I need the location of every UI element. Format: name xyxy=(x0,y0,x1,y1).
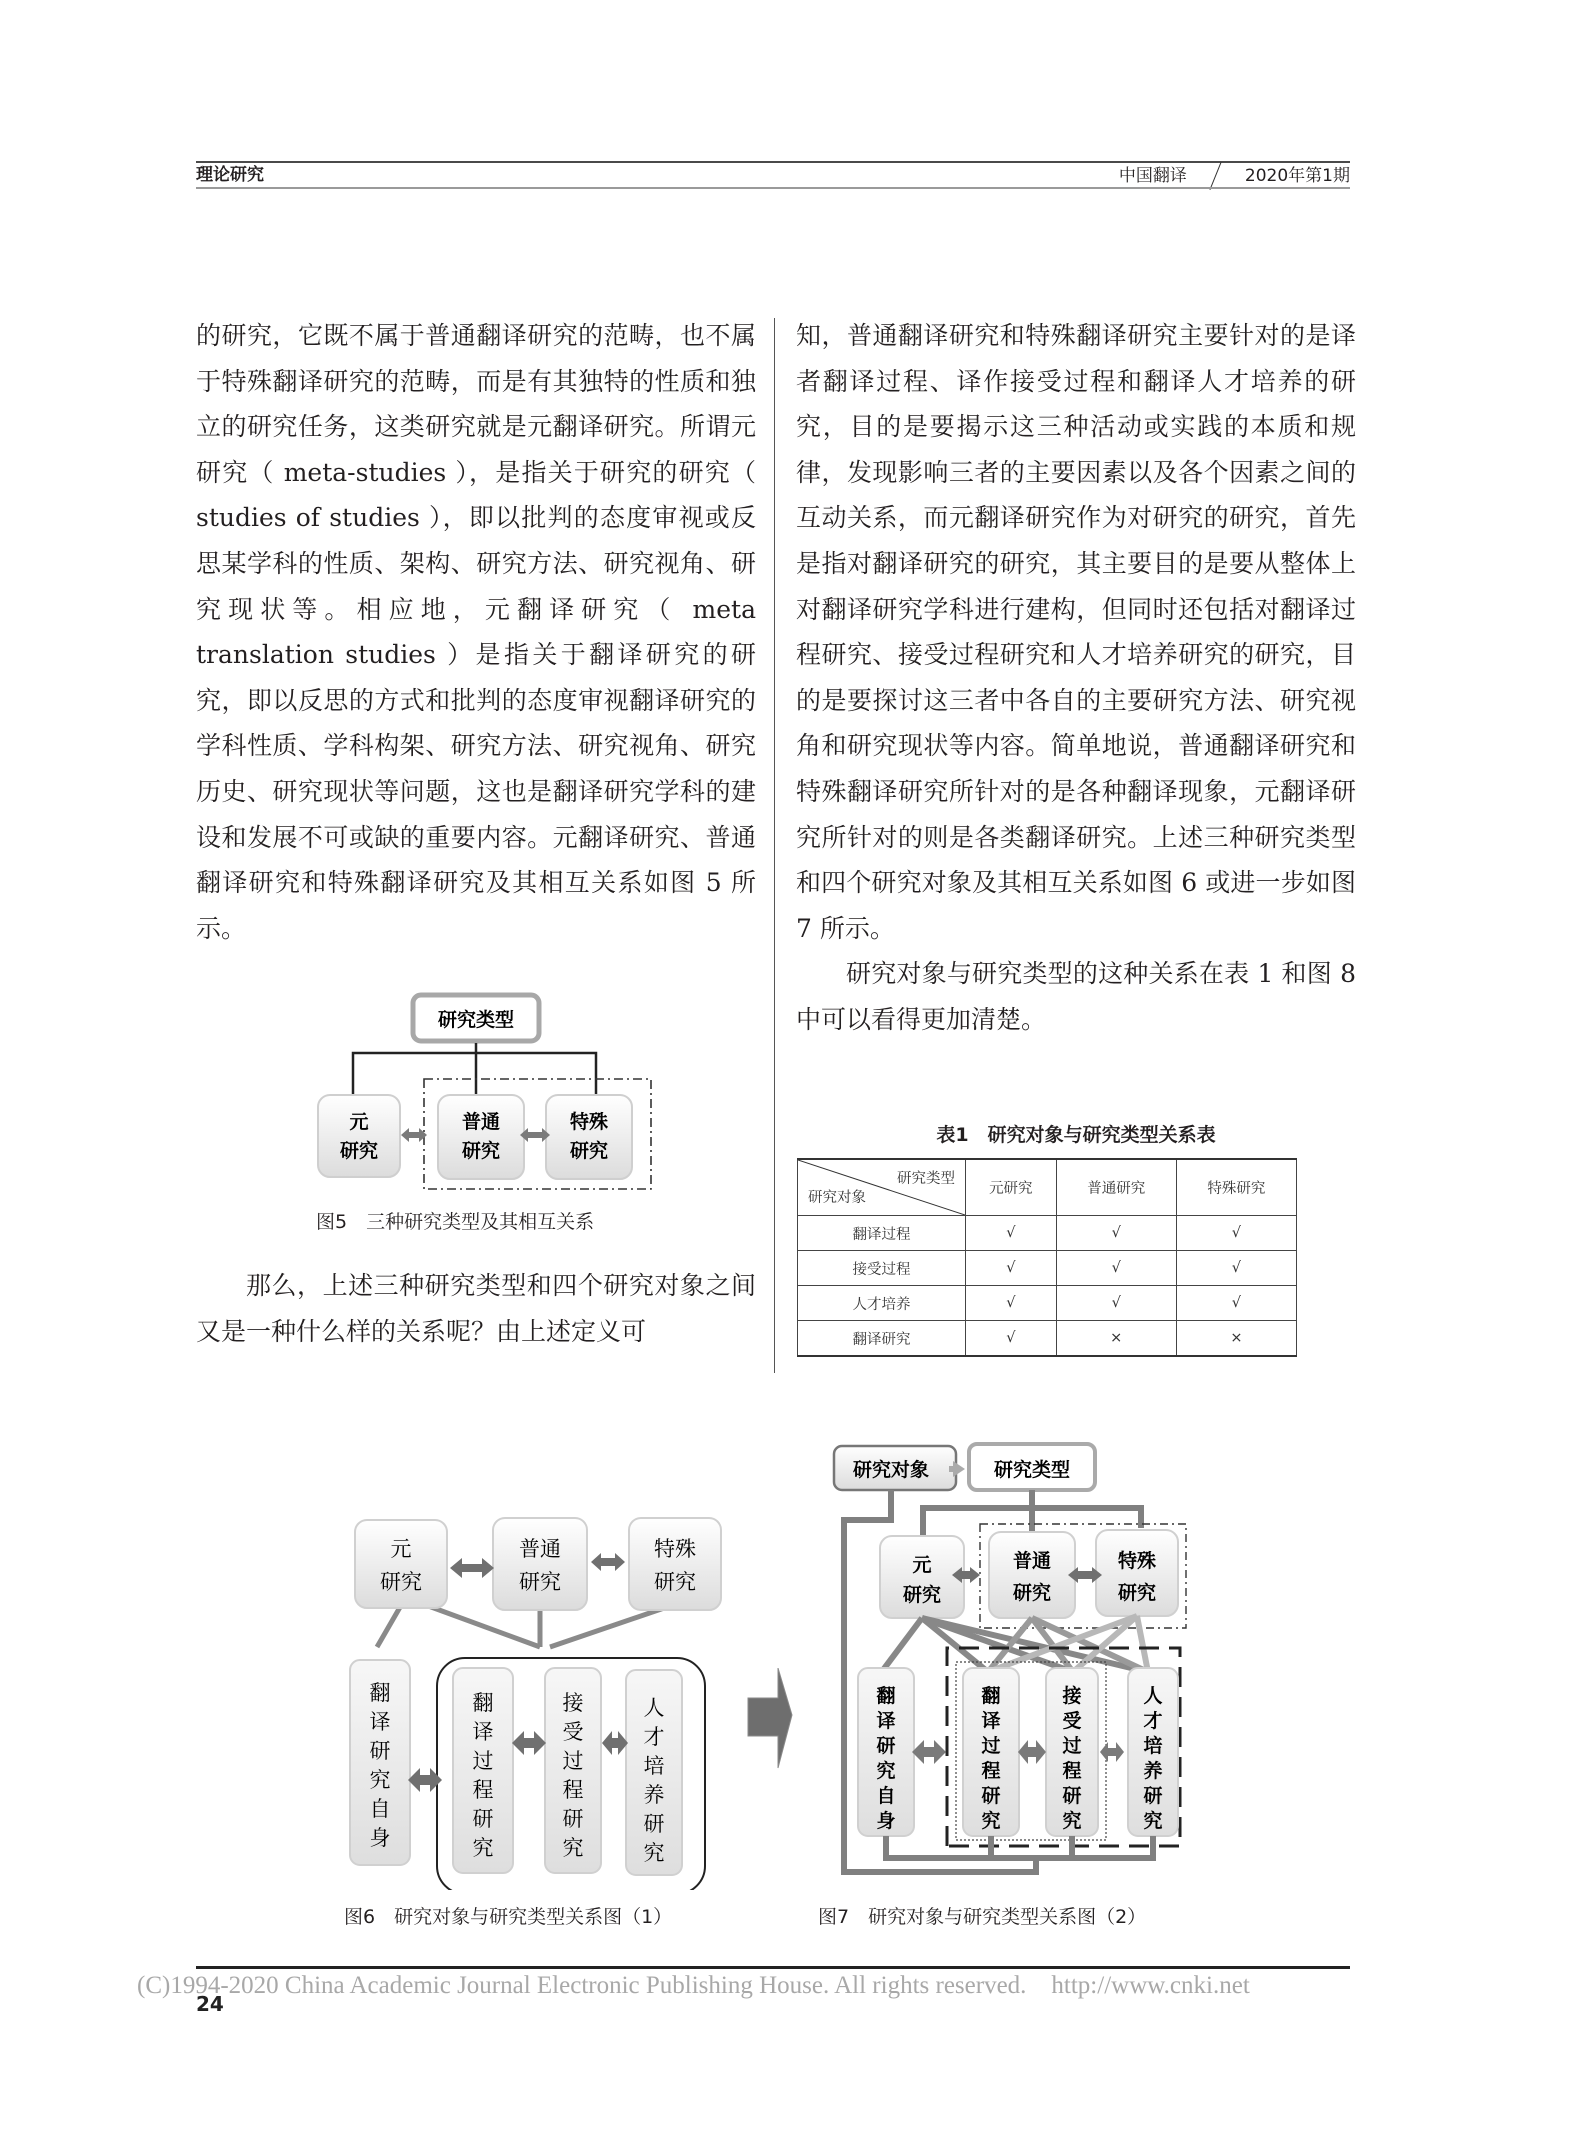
table-cell: √ xyxy=(966,1216,1057,1251)
double-arrow-icon xyxy=(591,1553,625,1571)
double-arrow-icon xyxy=(1100,1742,1124,1762)
row-label: 接受过程 xyxy=(798,1251,966,1286)
column-header: 元研究 xyxy=(966,1159,1057,1216)
slash-divider xyxy=(1207,163,1225,189)
table-row xyxy=(798,1216,1297,1251)
object-label: 人才培养研究 xyxy=(1143,1685,1163,1832)
meta-line1: 元 xyxy=(912,1554,932,1576)
special-line1: 特殊 xyxy=(654,1537,696,1561)
double-arrow-icon xyxy=(1018,1740,1046,1764)
column-header: 普通研究 xyxy=(1056,1159,1176,1216)
page-number: 24 xyxy=(196,1992,224,2016)
figure-7-caption: 图7 研究对象与研究类型关系图（2） xyxy=(818,1906,1147,1928)
corner-top-label: 研究类型 xyxy=(897,1171,955,1187)
double-arrow-icon xyxy=(450,1558,494,1578)
meta-line2: 研究 xyxy=(339,1140,379,1162)
figure-6-caption: 图6 研究对象与研究类型关系图（1） xyxy=(344,1906,673,1928)
row-label: 人才培养 xyxy=(798,1286,966,1321)
research-type-label: 研究类型 xyxy=(993,1459,1071,1481)
row-label: 翻译过程 xyxy=(798,1216,966,1251)
copyright-notice: (C)1994-2020 China Academic Journal Electronic Publishing House. All rights reserved. http://www.cnki.net xyxy=(137,1972,1250,1999)
object-label: 翻译研究自身 xyxy=(876,1685,896,1832)
root-label: 研究类型 xyxy=(437,1009,515,1031)
table-corner-cell xyxy=(798,1159,966,1216)
figure-7-diagram xyxy=(828,1440,1208,1880)
figure-5-diagram xyxy=(300,985,660,1195)
meta-line1: 元 xyxy=(349,1111,369,1133)
general-research-box xyxy=(989,1532,1075,1618)
table-cell: √ xyxy=(966,1321,1057,1357)
double-arrow-icon xyxy=(401,1128,427,1142)
research-object-label: 研究对象 xyxy=(852,1459,930,1481)
special-research-box xyxy=(629,1518,721,1610)
meta-line2: 研究 xyxy=(380,1570,422,1594)
column-header: 特殊研究 xyxy=(1176,1159,1296,1216)
journal-name: 中国翻译 xyxy=(1118,166,1187,186)
footer-rule xyxy=(196,1966,1350,1969)
issue-label: 2020年第1期 xyxy=(1244,166,1350,186)
right-paragraph-1: 知，普通翻译研究和特殊翻译研究主要针对的是译者翻译过程、译作接受过程和翻译人才培养的研究，目的是要揭示这三种活动或实践的本质和规律，发现影响三者的主要因素以及各个因素之间的互动关系，而元翻译研究作为对研究的研究，首先是指对翻译研究的研究，其主要目的是要从整体上对翻译研究学科进行建构，但同时还包括对翻译过程研究、接受过程研究和人才培养研究的研究，目的是要探讨这三者中各自的主要研究方法、研究视角和研究现状等内容。简单地说，普通翻译研究和特殊翻译研究所针对的是各种翻译现象，元翻译研究所针对的则是各类翻译研究。上述三种研究类型和四个研究对象及其相互关系如图 6 或进一步如图 7 所示。 xyxy=(796,321,1356,943)
table-1-title: 表1 研究对象与研究类型关系表 xyxy=(936,1124,1216,1146)
object-label: 翻译研究自身 xyxy=(369,1681,391,1850)
table-cell: × xyxy=(1176,1321,1296,1357)
table-cell: √ xyxy=(966,1251,1057,1286)
general-line2: 研究 xyxy=(1012,1582,1052,1604)
general-line1: 普通 xyxy=(519,1537,561,1561)
column-divider xyxy=(774,318,775,1373)
table-cell: √ xyxy=(1056,1216,1176,1251)
object-label: 接受过程研究 xyxy=(562,1691,584,1860)
left-paragraph-2: 那么，上述三种研究类型和四个研究对象之间又是一种什么样的关系呢？由上述定义可 xyxy=(196,1271,756,1346)
table-row xyxy=(798,1321,1297,1357)
object-label: 翻译过程研究 xyxy=(472,1691,494,1860)
meta-research-box xyxy=(355,1520,447,1608)
general-line1: 普通 xyxy=(1012,1550,1052,1572)
table-cell: √ xyxy=(966,1286,1057,1321)
meta-research-box xyxy=(318,1095,400,1177)
special-research-box xyxy=(546,1095,632,1179)
table-cell: √ xyxy=(1056,1286,1176,1321)
table-cell: √ xyxy=(1176,1286,1296,1321)
table-row xyxy=(798,1286,1297,1321)
corner-bottom-label: 研究对象 xyxy=(808,1190,866,1206)
special-line1: 特殊 xyxy=(569,1111,609,1133)
double-arrow-icon xyxy=(912,1740,946,1764)
journal-info xyxy=(1119,163,1350,189)
section-title: 理论研究 xyxy=(196,165,264,185)
table-row xyxy=(798,1251,1297,1286)
right-arrow-icon xyxy=(740,1668,800,1788)
figure-5-caption: 图5 三种研究类型及其相互关系 xyxy=(316,1211,595,1233)
tree-connector xyxy=(353,1043,596,1095)
crossing-lines xyxy=(883,1616,1148,1672)
left-column xyxy=(196,313,756,951)
special-line2: 研究 xyxy=(1117,1582,1157,1604)
general-line2: 研究 xyxy=(461,1140,501,1162)
double-arrow-icon xyxy=(512,1731,546,1755)
special-line2: 研究 xyxy=(654,1570,696,1594)
general-line2: 研究 xyxy=(519,1570,561,1594)
table-cell: √ xyxy=(1056,1251,1176,1286)
table-cell: × xyxy=(1056,1321,1176,1357)
relation-table xyxy=(797,1158,1297,1357)
left-paragraph-1: 的研究，它既不属于普通翻译研究的范畴，也不属于特殊翻译研究的范畴，而是有其独特的性质和独立的研究任务，这类研究就是元翻译研究。所谓元研究（ meta-studies ），是指关于研究的研究（ studies of studies ），即以批判的态度审视或反思某学科的性质、架构、研究方法、研究视角、研究现状等。相应地，元翻译研究（ meta translation studies ）是指关于翻译研究的研究，即以反思的方式和批判的态度审视翻译研究的学科性质、学科构架、研究方法、研究视角、研究历史、研究现状等问题，这也是翻译研究学科的建设和发展不可或缺的重要内容。元翻译研究、普通翻译研究和特殊翻译研究及其相互关系如图 5 所示。 xyxy=(196,321,756,943)
meta-line1: 元 xyxy=(390,1537,412,1561)
special-line2: 研究 xyxy=(569,1140,609,1162)
table-cell: √ xyxy=(1176,1251,1296,1286)
special-line1: 特殊 xyxy=(1117,1550,1157,1572)
general-research-box xyxy=(493,1518,587,1610)
general-research-box xyxy=(438,1095,524,1179)
meta-line2: 研究 xyxy=(902,1584,942,1606)
right-paragraph-2: 研究对象与研究类型的这种关系在表 1 和图 8 中可以看得更加清楚。 xyxy=(796,959,1356,1034)
figure-6-diagram xyxy=(340,1490,740,1890)
left-column-continued xyxy=(196,1263,756,1354)
object-label: 接受过程研究 xyxy=(1062,1685,1082,1832)
table-cell: √ xyxy=(1176,1216,1296,1251)
right-column xyxy=(796,313,1356,1043)
object-label: 翻译过程研究 xyxy=(981,1685,1001,1832)
table-header-row xyxy=(798,1159,1297,1216)
row-label: 翻译研究 xyxy=(798,1321,966,1357)
header-rule-bottom xyxy=(196,187,1350,189)
vertical-object-labels xyxy=(370,1681,665,1865)
double-arrow-icon xyxy=(602,1731,628,1755)
general-line1: 普通 xyxy=(461,1111,501,1133)
object-label: 人才培养研究 xyxy=(643,1696,665,1865)
